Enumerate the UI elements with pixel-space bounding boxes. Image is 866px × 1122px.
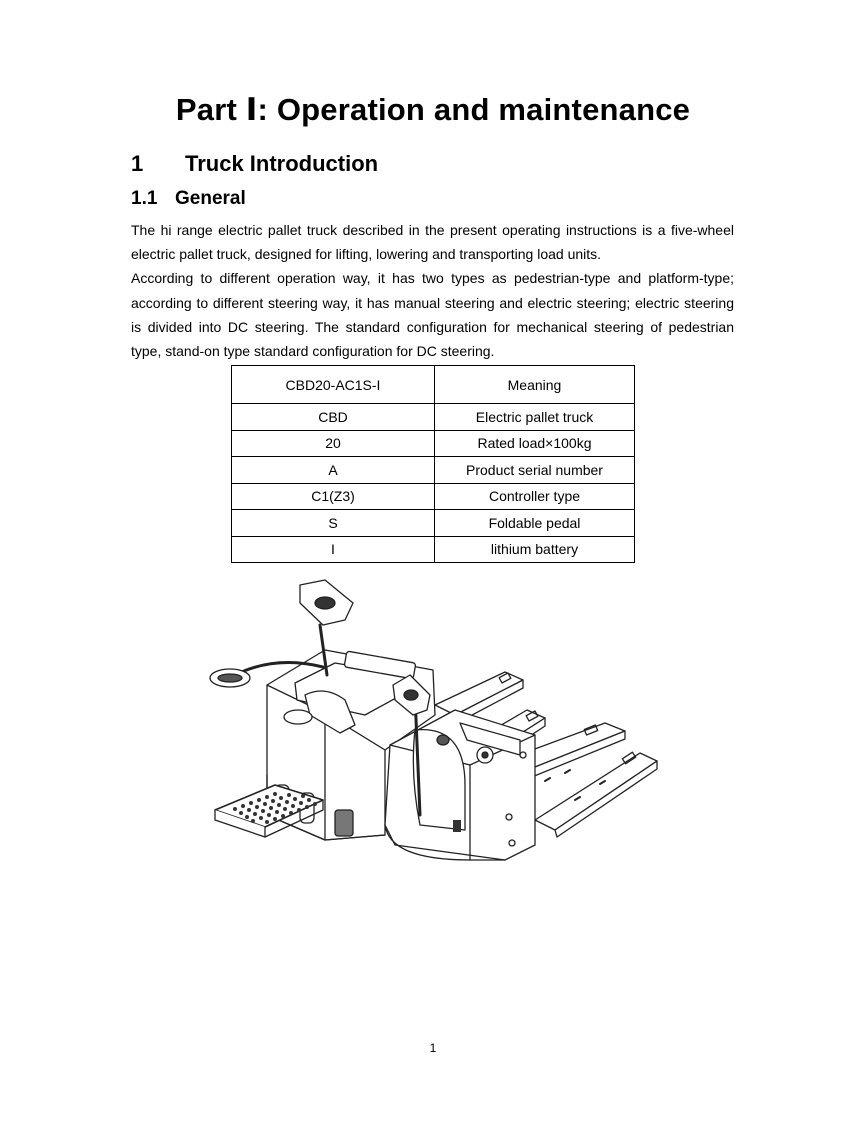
pallet-truck-illustration: [205, 575, 665, 865]
table-row: [232, 457, 635, 484]
table-cell: Controller type: [435, 483, 635, 510]
subsection-number: 1.1: [131, 188, 158, 209]
table-cell: Product serial number: [435, 457, 635, 484]
section-number: 1: [131, 151, 144, 176]
table-header-row: [232, 366, 635, 404]
table-cell: A: [232, 457, 435, 484]
table-cell: 20: [232, 430, 435, 457]
table-row: [232, 430, 635, 457]
table-cell: CBD: [232, 404, 435, 431]
table-cell: lithium battery: [435, 536, 635, 563]
section-heading: [131, 151, 378, 177]
section-title: Truck Introduction: [185, 151, 379, 176]
table-cell: Electric pallet truck: [435, 404, 635, 431]
table-header-cell: Meaning: [435, 366, 635, 404]
table-cell: C1(Z3): [232, 483, 435, 510]
page-title: Part Ⅰ: Operation and maintenance: [175, 92, 691, 127]
table-cell: S: [232, 510, 435, 537]
table-row: [232, 404, 635, 431]
subsection-heading: [131, 188, 246, 210]
table-row: [232, 510, 635, 537]
model-code-table: [231, 365, 635, 563]
table-cell: Rated load×100kg: [435, 430, 635, 457]
table-cell: I: [232, 536, 435, 563]
subsection-title: General: [175, 188, 246, 209]
table-header-cell: CBD20-AC1S-I: [232, 366, 435, 404]
paragraph: According to different operation way, it has two types as pedestrian-type and platform-type; according to different steering way, it has manual steering and electric steering; electric steering is divided into DC steering. The standard configuration for mechanical steering of pedestrian type, stand-on type standard configuration for DC steering.: [131, 270, 734, 360]
table-row: [232, 536, 635, 563]
body-text: [131, 218, 734, 363]
paragraph: The hi range electric pallet truck described in the present operating instructions is a five-wheel electric pallet truck, designed for lifting, lowering and transporting load units.: [131, 222, 734, 263]
page-number: 1: [429, 1041, 437, 1055]
table-row: [232, 483, 635, 510]
table-cell: Foldable pedal: [435, 510, 635, 537]
